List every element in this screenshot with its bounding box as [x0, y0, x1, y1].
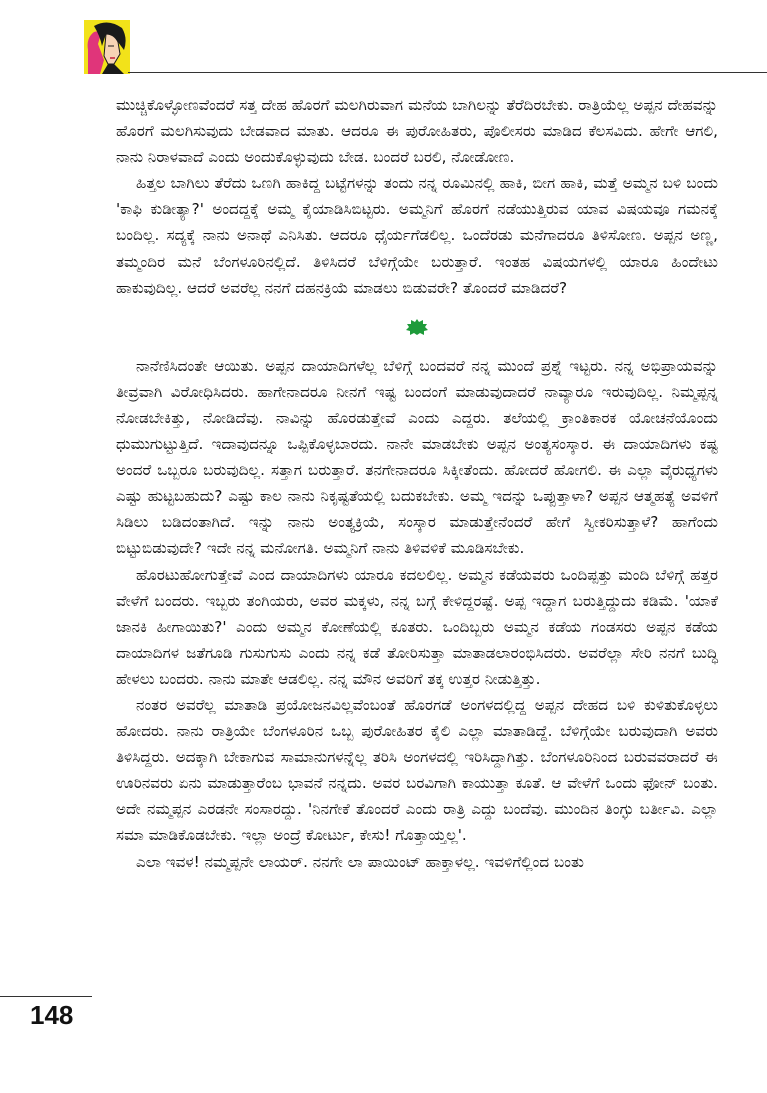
page-number: 148	[30, 1000, 74, 1030]
paragraph: ನಂತರ ಅವರೆಲ್ಲ ಮಾತಾಡಿ ಪ್ರಯೋಜನವಿಲ್ಲವೆಂಬಂತೆ ಹೊರಗಡೆ ಅಂಗಳದಲ್ಲಿದ್ದ ಅಪ್ಪನ ದೇಹದ ಬಳಿ ಕುಳಿತುಕೊಳ್ಳಲು ಹೋದರು. ನಾನು ರಾತ್ರಿಯೇ ಬೆಂಗಳೂರಿನ ಒಬ್ಬ ಪುರೋಹಿತರ ಕೈಲಿ ಎಲ್ಲಾ ಮಾತಾಡಿದ್ದೆ. ಬೆಳಿಗ್ಗೆಯೇ ಬರುವುದಾಗಿ ಅವರು ತಿಳಿಸಿದ್ದರು. ಅದಕ್ಕಾಗಿ ಬೇಕಾಗುವ ಸಾಮಾನುಗಳನ್ನೆಲ್ಲ ತರಿಸಿ ಅಂಗಳದಲ್ಲಿ ಇರಿಸಿದ್ದಾಗಿತ್ತು. ಬೆಂಗಳೂರಿನಿಂದ ಬರುವವರಾದರೆ ಈ ಊರಿನವರು ಏನು ಮಾಡುತ್ತಾರೆಂಬ ಭಾವನೆ ನನ್ನದು. ಅವರ ಬರವಿಗಾಗಿ ಕಾಯುತ್ತಾ ಕೂತೆ. ಆ ವೇಳೆಗೆ ಒಂದು ಫೋನ್ ಬಂತು. ಅದೇ ನಮ್ಮಪ್ಪನ ಎರಡನೇ ಸಂಸಾರದ್ದು. 'ನಿನಗೇಕೆ ತೊಂದರೆ ಎಂದು ರಾತ್ರಿ ಎದ್ದು ಬಂದೆವು. ಮುಂದಿನ ತಿಂಗ್ಳು ಬರ್ತೀವಿ. ಎಲ್ಲಾ ಸಮಾ ಮಾಡಿಕೊಡಬೇಕು. ಇಲ್ಲಾ ಅಂದ್ರೆ ಕೋರ್ಟು, ಕೇಸು! ಗೊತ್ತಾಯ್ತಲ್ಲ'.	[116, 695, 718, 845]
footer-rule	[0, 996, 92, 997]
paragraph: ಹಿತ್ತಲ ಬಾಗಿಲು ತೆರೆದು ಒಣಗಿ ಹಾಕಿದ್ದ ಬಟ್ಟೆಗಳನ್ನು ತಂದು ನನ್ನ ರೂಮಿನಲ್ಲಿ ಹಾಕಿ, ಬೀಗ ಹಾಕಿ, ಮತ್ತೆ ಅಮ್ಮನ ಬಳಿ ಬಂದು 'ಕಾಫಿ ಕುಡೀತ್ಯಾ?' ಅಂದದ್ದಕ್ಕೆ ಅಮ್ಮ ಕೈಯಾಡಿಸಿಬಿಟ್ಟರು. ಅಮ್ಮನಿಗೆ ಹೊರಗೆ ನಡೆಯುತ್ತಿರುವ ಯಾವ ವಿಷಯವೂ ಗಮನಕ್ಕೆ ಬಂದಿಲ್ಲ. ಸದ್ಯಕ್ಕೆ ನಾನು ಅನಾಥೆ ಎನಿಸಿತು. ಆದರೂ ಧೈರ್ಯಗೆಡಲಿಲ್ಲ. ಒಂದೆರಡು ಮನೆಗಾದರೂ ತಿಳಿಸೋಣ. ಅಪ್ಪನ ಅಣ್ಣ, ತಮ್ಮಂದಿರ ಮನೆ ಬೆಂಗಳೂರಿನಲ್ಲಿದೆ. ತಿಳಿಸಿದರೆ ಬೆಳಿಗ್ಗೆಯೇ ಬರುತ್ತಾರೆ. ಇಂತಹ ವಿಷಯಗಳಲ್ಲಿ ಯಾರೂ ಹಿಂದೇಟು ಹಾಕುವುದಿಲ್ಲ. ಆದರೆ ಅವರೆಲ್ಲ ನನಗೆ ದಹನಕ್ರಿಯೆ ಮಾಡಲು ಬಿಡುವರೇ? ತೊಂದರೆ ಮಾಡಿದರೆ?	[116, 174, 718, 297]
paragraph: ಎಲಾ ಇವಳ! ನಮ್ಮಪ್ಪನೇ ಲಾಯರ್. ನನಗೇ ಲಾ ಪಾಯಿಂಟ್ ಹಾಕ್ತಾಳಲ್ಲ. ಇವಳಿಗೆಲ್ಲಿಂದ ಬಂತು	[136, 852, 584, 871]
paragraph: ನಾನೆಣಿಸಿದಂತೇ ಆಯಿತು. ಅಪ್ಪನ ದಾಯಾದಿಗಳೆಲ್ಲ ಬೆಳಿಗ್ಗೆ ಬಂದವರೆ ನನ್ನ ಮುಂದೆ ಪ್ರಶ್ನೆ ಇಟ್ಟರು. ನನ್ನ ಅಭಿಪ್ರಾಯವನ್ನು ತೀವ್ರವಾಗಿ ವಿರೋಧಿಸಿದರು. ಹಾಗೇನಾದರೂ ನೀನಗೆ ಇಷ್ಟ ಬಂದಂಗೆ ಮಾಡುವುದಾದರೆ ನಾವ್ಯಾರೂ ಇರುವುದಿಲ್ಲ. ನಿಮ್ಮಪ್ಪನ್ನ ನೋಡಬೇಕಿತ್ತು, ನೋಡಿದೆವು. ನಾವಿನ್ನು ಹೊರಡುತ್ತೇವೆ ಎಂದು ಎದ್ದರು. ತಲೆಯಲ್ಲಿ ಕ್ರಾಂತಿಕಾರಕ ಯೋಚನೆಯೊಂದು ಧುಮುಗುಟ್ಟುತ್ತಿದೆ. ಇದಾವುದನ್ನೂ ಒಪ್ಪಿಕೊಳ್ಳಬಾರದು. ನಾನೇ ಮಾಡಬೇಕು ಅಪ್ಪನ ಅಂತ್ಯಸಂಸ್ಕಾರ. ಈ ದಾಯಾದಿಗಳು ಕಷ್ಟ ಅಂದರೆ ಒಬ್ಬರೂ ಬರುವುದಿಲ್ಲ. ಸತ್ತಾಗ ಬರುತ್ತಾರೆ. ತನಗೇನಾದರೂ ಸಿಕ್ಕೀತೆಂದು. ಹೋದರೆ ಹೋಗಲಿ. ಈ ಎಲ್ಲಾ ವೈರುಧ್ಯಗಳು ಎಷ್ಟು ಹುಟ್ಟಬಹುದು? ಎಷ್ಟು ಕಾಲ ನಾನು ನಿಕೃಷ್ಟತೆಯಲ್ಲಿ ಬದುಕಬೇಕು. ಅಮ್ಮ ಇದನ್ನು ಒಪ್ಪುತ್ತಾಳಾ? ಅಪ್ಪನ ಆತ್ಮಹತ್ಯೆ ಅವಳಿಗೆ ಸಿಡಿಲು ಬಡಿದಂತಾಗಿದೆ. ಇನ್ನು ನಾನು ಅಂತ್ಯಕ್ರಿಯೆ, ಸಂಸ್ಕಾರ ಮಾಡುತ್ತೇನೆಂದರೆ ಹೇಗೆ ಸ್ವೀಕರಿಸುತ್ತಾಳೆ? ಹಾಗೆಂದು ಬಿಟ್ಟುಬಿಡುವುದೇ? ಇದೇ ನನ್ನ ಮನೋಗತಿ. ಅಮ್ಮನಿಗೆ ನಾನು ತಿಳಿವಳಿಕೆ ಮೂಡಿಸಬೇಕು.	[116, 356, 718, 558]
text-column	[116, 92, 718, 875]
green-star-ornament-icon	[406, 319, 428, 335]
section-separator	[116, 301, 718, 353]
paragraph: ಮುಚ್ಚಿಕೊಳ್ಳೋಣವೆಂದರೆ ಸತ್ತ ದೇಹ ಹೊರಗೆ ಮಲಗಿರುವಾಗ ಮನೆಯ ಬಾಗಿಲನ್ನು ತೆರೆದಿರಬೇಕು. ರಾತ್ರಿಯೆಲ್ಲ ಅಪ್ಪನ ದೇಹವನ್ನು ಹೊರಗೆ ಮಲಗಿಸುವುದು ಬೇಡವಾದ ಮಾತು. ಆದರೂ ಈ ಪುರೋಹಿತರು, ಪೊಲೀಸರು ಮಾಡಿದ ಕೆಲಸವಿದು. ಹೇಗೇ ಆಗಲಿ, ನಾನು ನಿರಾಳವಾದೆ ಎಂದು ಅಂದುಕೊಳ್ಳುವುದು ಬೇಡ. ಬಂದರೆ ಬರಲಿ, ನೋಡೋಣ.	[116, 96, 718, 167]
paragraph: ಹೊರಟುಹೋಗುತ್ತೇವೆ ಎಂದ ದಾಯಾದಿಗಳು ಯಾರೂ ಕದಲಲಿಲ್ಲ. ಅಮ್ಮನ ಕಡೆಯವರು ಒಂದಿಪ್ಪತ್ತು ಮಂದಿ ಬೆಳಿಗ್ಗೆ ಹತ್ತರ ವೇಳೆಗೆ ಬಂದರು. ಇಬ್ಬರು ತಂಗಿಯರು, ಅವರ ಮಕ್ಕಳು, ನನ್ನ ಬಗ್ಗೆ ಕೇಳಿದ್ದರಷ್ಟೆ. ಅಪ್ಪ ಇದ್ದಾಗ ಬರುತ್ತಿದ್ದುದು ಕಡಿಮೆ. 'ಯಾಕೆ ಜಾನಕಿ ಹೀಗಾಯಿತು?' ಎಂದು ಅಮ್ಮನ ಕೋಣೆಯಲ್ಲಿ ಕೂತರು. ಒಂದಿಬ್ಬರು ಅಮ್ಮನ ಕಡೆಯ ಗಂಡಸರು ಅಪ್ಪನ ಕಡೆಯ ದಾಯಾದಿಗಳ ಜತೆಗೂಡಿ ಗುಸುಗುಸು ಎಂದು ನನ್ನ ಕಡೆ ತೋರಿಸುತ್ತಾ ಮಾತಾಡಲಾರಂಭಿಸಿದರು. ಅವರೆಲ್ಲಾ ಸೇರಿ ನನಗೆ ಬುದ್ಧಿ ಹೇಳಲು ಬಂದರು. ನಾನು ಮಾತೇ ಆಡಲಿಲ್ಲ. ನನ್ನ ಮೌನ ಅವರಿಗೆ ತಕ್ಕ ಉತ್ತರ ನೀಡುತ್ತಿತ್ತು.	[116, 565, 718, 688]
header-rule	[128, 72, 767, 73]
woman-face-logo-icon	[84, 20, 130, 74]
section-two	[116, 353, 718, 875]
